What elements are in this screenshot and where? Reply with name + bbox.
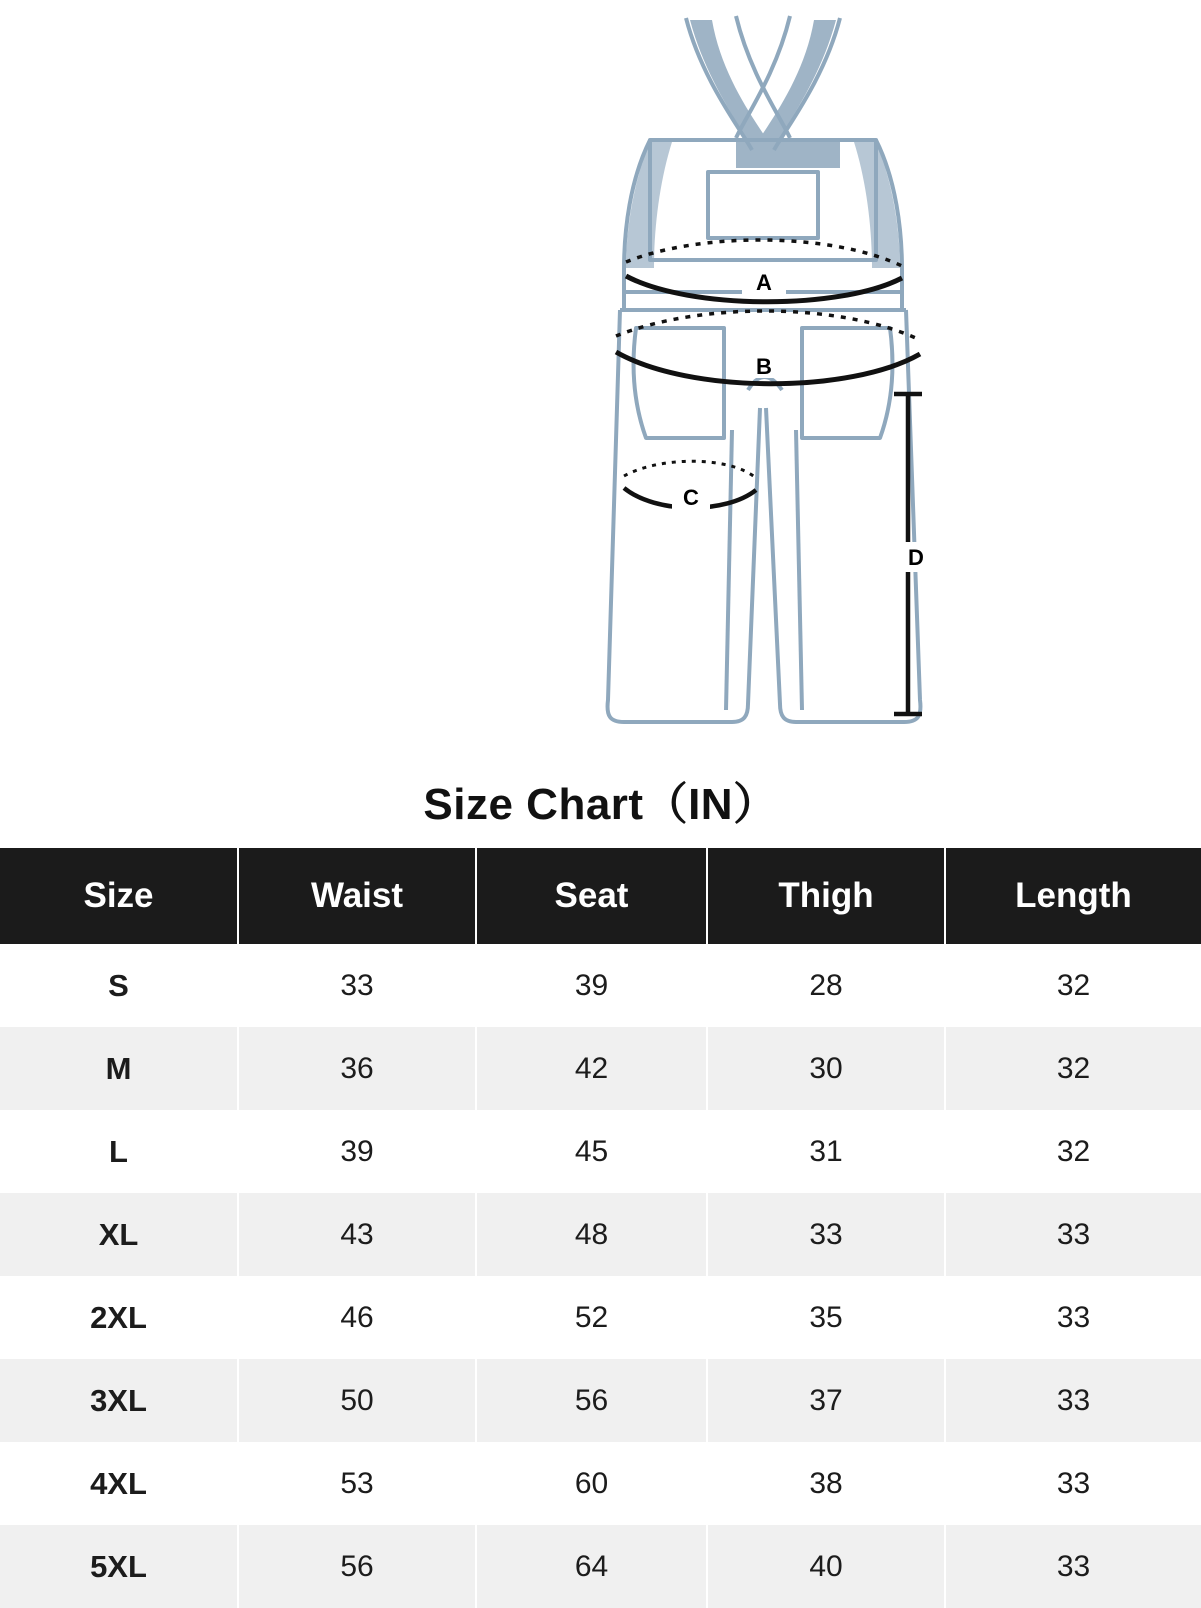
illustration-area: [0, 0, 1201, 770]
cell-thigh: 38: [707, 1442, 945, 1525]
cell-size: 3XL: [0, 1359, 238, 1442]
model-photo: [230, 0, 600, 770]
cell-size: L: [0, 1110, 238, 1193]
size-chart-table: [0, 848, 1201, 1608]
cell-seat: 45: [476, 1110, 707, 1193]
cell-waist: 53: [238, 1442, 476, 1525]
cell-thigh: 33: [707, 1193, 945, 1276]
table-row: [0, 944, 1201, 1027]
cell-size: XL: [0, 1193, 238, 1276]
column-header-size: Size: [0, 848, 238, 944]
cell-size: S: [0, 944, 238, 1027]
table-row: [0, 1359, 1201, 1442]
cell-thigh: 35: [707, 1276, 945, 1359]
cell-seat: 42: [476, 1027, 707, 1110]
cell-size: 4XL: [0, 1442, 238, 1525]
cell-waist: 56: [238, 1525, 476, 1608]
cell-length: 32: [945, 944, 1201, 1027]
size-chart-table-wrap: [0, 848, 1201, 1608]
cell-length: 32: [945, 1110, 1201, 1193]
cell-thigh: 40: [707, 1525, 945, 1608]
table-row: [0, 1193, 1201, 1276]
overall-technical-diagram: [590, 10, 990, 750]
column-header-seat: Seat: [476, 848, 707, 944]
cell-seat: 60: [476, 1442, 707, 1525]
cell-seat: 56: [476, 1359, 707, 1442]
table-row: [0, 1525, 1201, 1608]
label-a: A: [756, 270, 772, 295]
cell-thigh: 28: [707, 944, 945, 1027]
label-d: D: [908, 545, 924, 570]
cell-length: 33: [945, 1193, 1201, 1276]
photo-background: [230, 0, 600, 770]
cell-waist: 50: [238, 1359, 476, 1442]
cell-waist: 36: [238, 1027, 476, 1110]
cell-length: 33: [945, 1359, 1201, 1442]
column-header-length: Length: [945, 848, 1201, 944]
table-header-row: [0, 848, 1201, 944]
cell-waist: 33: [238, 944, 476, 1027]
cell-thigh: 31: [707, 1110, 945, 1193]
cell-thigh: 30: [707, 1027, 945, 1110]
cell-waist: 39: [238, 1110, 476, 1193]
cell-seat: 48: [476, 1193, 707, 1276]
cell-length: 32: [945, 1027, 1201, 1110]
table-row: [0, 1027, 1201, 1110]
cell-size: 2XL: [0, 1276, 238, 1359]
cell-length: 33: [945, 1276, 1201, 1359]
cell-seat: 64: [476, 1525, 707, 1608]
cell-size: 5XL: [0, 1525, 238, 1608]
label-b: B: [756, 354, 772, 379]
cell-size: M: [0, 1027, 238, 1110]
page-title: Size Chart（IN）: [423, 780, 778, 829]
cell-length: 33: [945, 1525, 1201, 1608]
cell-seat: 52: [476, 1276, 707, 1359]
cell-waist: 46: [238, 1276, 476, 1359]
label-c: C: [683, 485, 699, 510]
cell-seat: 39: [476, 944, 707, 1027]
cell-length: 33: [945, 1442, 1201, 1525]
table-row: [0, 1276, 1201, 1359]
table-row: [0, 1110, 1201, 1193]
table-row: [0, 1442, 1201, 1525]
column-header-thigh: Thigh: [707, 848, 945, 944]
column-header-waist: Waist: [238, 848, 476, 944]
cell-waist: 43: [238, 1193, 476, 1276]
cell-thigh: 37: [707, 1359, 945, 1442]
diagram-svg: [590, 10, 990, 750]
